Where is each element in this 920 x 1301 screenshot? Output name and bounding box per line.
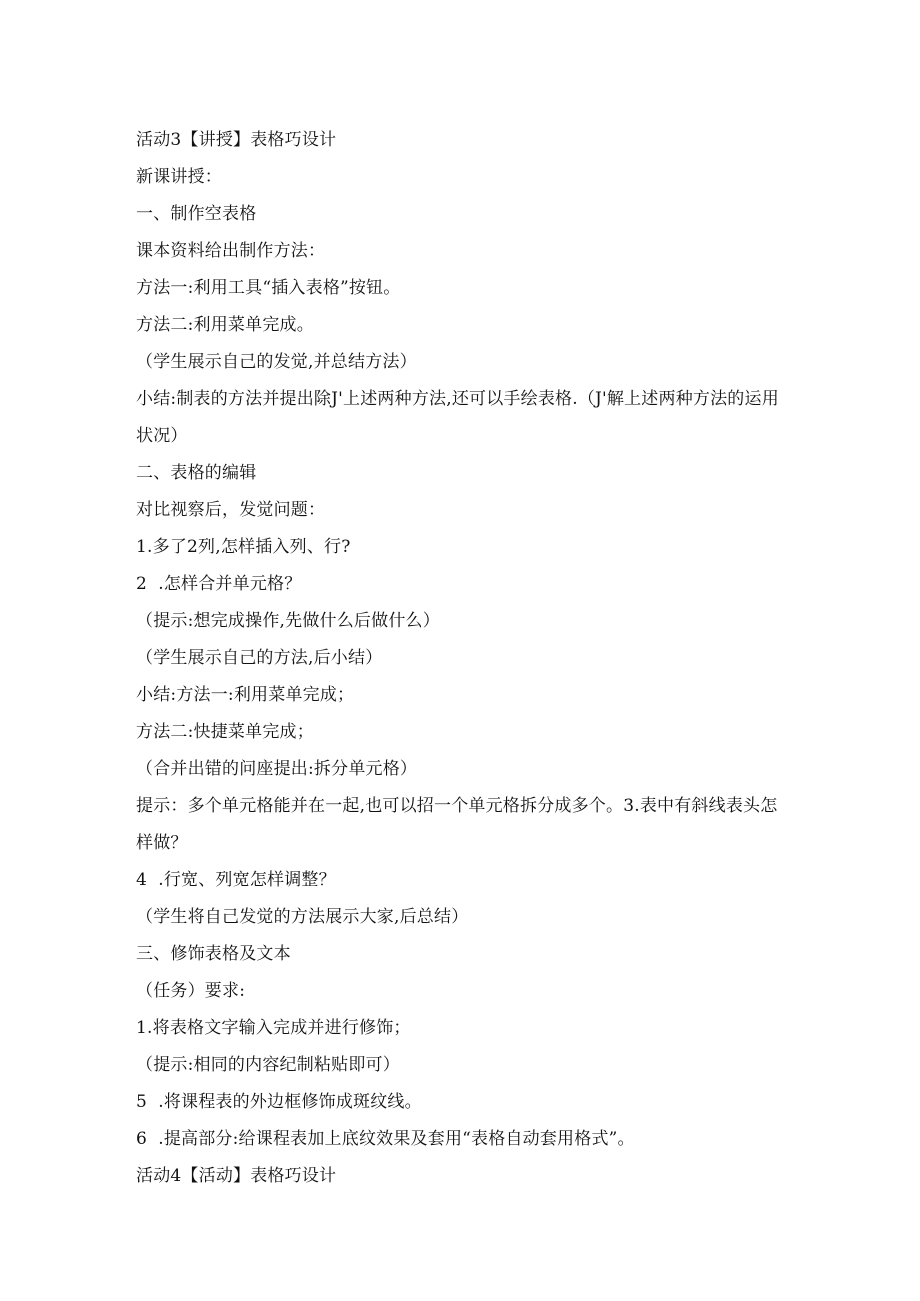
paragraph: （学生展示自己的发觉,并总结方法） — [136, 352, 417, 372]
section-2-heading: 二、表格的编辑 — [136, 463, 257, 483]
paragraph: （提示:想完成操作,先做什么后做什么） — [136, 611, 440, 631]
paragraph: （合并出错的问座提出:拆分单元格） — [136, 759, 418, 779]
paragraph: 对比视察后，发觉问题： — [136, 500, 326, 520]
activity-4-heading: 活动4【活动】表格巧设计 — [136, 1166, 337, 1186]
hint-paragraph: 提示：多个单元格能并在一起,也可以招一个单元格拆分成多个。3.表中有斜线表头怎样做？ — [136, 796, 778, 853]
paragraph: 方法二:快捷菜单完成； — [136, 722, 314, 742]
section-3-heading: 三、修饰表格及文本 — [136, 944, 291, 964]
paragraph: 方法二:利用菜单完成。 — [136, 315, 314, 335]
paragraph: 课本资料给出制作方法： — [136, 241, 326, 261]
paragraph: 方法一:利用工具“插入表格”按钮。 — [136, 278, 401, 298]
section-1-heading: 一、制作空表格 — [136, 204, 257, 224]
new-lesson-label: 新课讲授： — [136, 167, 222, 187]
paragraph: （提示:相同的内容纪制粘贴即可） — [136, 1055, 400, 1075]
list-item: 1.多了2列,怎样插入列、行? — [136, 537, 351, 557]
paragraph: （任务）要求: — [136, 981, 246, 1001]
paragraph: （学生将自己发觉的方法展示大家,后总结） — [136, 907, 469, 927]
list-item: 2 .怎样合并单元格？ — [136, 574, 302, 594]
paragraph: 小结:方法一:利用菜单完成； — [136, 685, 355, 705]
list-item: 6 .提高部分:给课程表加上底纹效果及套用“表格自动套用格式”。 — [136, 1129, 635, 1149]
list-item: 1.将表格文字输入完成并进行修饰； — [136, 1018, 411, 1038]
activity-3-heading: 活动3【讲授】表格巧设计 — [136, 130, 337, 150]
document-body — [136, 122, 786, 1195]
summary-paragraph: 小结:制表的方法并提出除J'上述两种方法,还可以手绘表格.（J'解上述两种方法的运用状况） — [136, 389, 779, 446]
list-item: 4 .行宽、列宽怎样调整？ — [136, 870, 336, 890]
list-item: 5 .将课程表的外边框修饰成斑纹线。 — [136, 1092, 422, 1112]
paragraph: （学生展示自己的方法,后小结） — [136, 648, 383, 668]
